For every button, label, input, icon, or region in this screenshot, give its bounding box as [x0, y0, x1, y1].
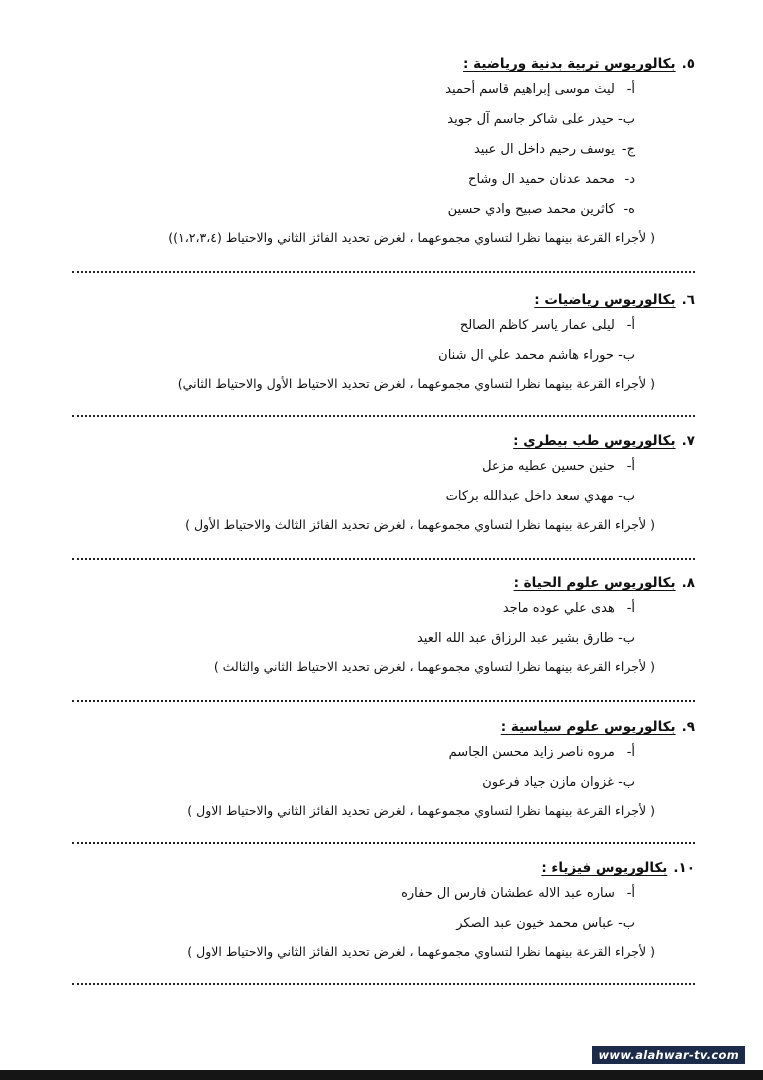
item-name: كاثرين محمد صبيح وادي حسين — [447, 202, 615, 217]
item-letter: ب- — [618, 775, 635, 790]
section-title: بكالوريوس علوم سياسية : — [500, 719, 676, 735]
section-title: بكالوريوس رياضيات : — [534, 292, 676, 308]
item-name: ليلى عمار ياسر كاظم الصالح — [459, 318, 615, 333]
bottom-bar — [0, 1070, 763, 1080]
section-note: ( لأجراء القرعة بينهما نظرا لتساوي مجموعهما ، لغرض تحديد الاحتياط الثاني والثالث ) — [213, 659, 655, 674]
section-heading — [72, 857, 695, 879]
section-physics — [72, 857, 695, 965]
list-item — [72, 909, 695, 939]
item-letter: ب- — [618, 112, 635, 127]
section-number: ٨. — [681, 575, 695, 591]
item-letter: أ- — [626, 459, 635, 474]
item-letter: د- — [624, 172, 635, 187]
section-note: ( لأجراء القرعة بينهما نظرا لتساوي مجموعهما ، لغرض تحديد الفائز الثاني والاحتياط الاول ) — [187, 944, 655, 959]
item-letter: أ- — [626, 318, 635, 333]
item-letter: ب- — [618, 348, 635, 363]
list-item — [72, 624, 695, 654]
item-letter: ب- — [618, 489, 635, 504]
list-item — [72, 105, 695, 135]
list-item — [72, 311, 695, 341]
dotted-divider — [72, 983, 695, 985]
dotted-divider — [72, 558, 695, 560]
item-name: حوراء هاشم محمد علي ال شنان — [438, 348, 614, 363]
dotted-divider — [72, 271, 695, 273]
dotted-divider — [72, 415, 695, 417]
item-name: حنين حسين عطيه مزعل — [482, 459, 615, 474]
item-letter: أ- — [626, 745, 635, 760]
section-heading — [72, 53, 695, 75]
item-letter: أ- — [626, 886, 635, 901]
section-physical-education — [72, 53, 695, 251]
section-title: بكالوريوس علوم الحياة : — [513, 575, 676, 591]
item-name: هدى علي عوده ماجد — [502, 601, 615, 616]
site-watermark: www.alahwar-tv.com — [592, 1046, 745, 1064]
item-name: يوسف رحيم داخل ال عبيد — [473, 142, 615, 157]
section-heading — [72, 289, 695, 311]
section-note: ( لأجراء القرعة بينهما نظرا لتساوي مجموعهما ، لغرض تحديد الاحتياط الأول والاحتياط الثاني) — [177, 376, 655, 391]
dotted-divider — [72, 700, 695, 702]
list-item — [72, 195, 695, 225]
list-item — [72, 482, 695, 512]
item-letter: ب- — [618, 631, 635, 646]
section-number: ١٠. — [673, 860, 695, 876]
section-heading — [72, 430, 695, 452]
list-item — [72, 879, 695, 909]
section-note: ( لأجراء القرعة بينهما نظرا لتساوي مجموعهما ، لغرض تحديد الفائز الثاني والاحتياط (١،٢،٣،٤)) — [168, 230, 655, 245]
list-item — [72, 341, 695, 371]
list-item — [72, 768, 695, 798]
item-letter: ج- — [621, 142, 635, 157]
list-item — [72, 738, 695, 768]
section-number: ٦. — [681, 292, 695, 308]
section-veterinary — [72, 430, 695, 538]
section-number: ٧. — [681, 433, 695, 449]
section-note: ( لأجراء القرعة بينهما نظرا لتساوي مجموعهما ، لغرض تحديد الفائز الثاني والاحتياط الاول ) — [187, 803, 655, 818]
section-number: ٥. — [681, 56, 695, 72]
item-name: عباس محمد خيون عبد الصكر — [456, 916, 614, 931]
list-item — [72, 75, 695, 105]
item-name: مروه ناصر زايد محسن الجاسم — [448, 745, 615, 760]
item-name: غزوان مازن جياد فرعون — [482, 775, 614, 790]
section-heading — [72, 572, 695, 594]
item-letter: أ- — [626, 82, 635, 97]
section-title: بكالوريوس تربية بدنية ورياضية : — [463, 56, 676, 72]
list-item — [72, 452, 695, 482]
item-name: حيدر على شاكر جاسم آل جويد — [447, 112, 614, 127]
section-heading — [72, 716, 695, 738]
section-number: ٩. — [681, 719, 695, 735]
section-title: بكالوريوس طب بيطري : — [513, 433, 676, 449]
item-letter: ه- — [623, 202, 635, 217]
item-letter: أ- — [626, 601, 635, 616]
section-political-science — [72, 716, 695, 824]
item-name: محمد عدنان حميد ال وشاح — [468, 172, 615, 187]
list-item — [72, 165, 695, 195]
section-title: بكالوريوس فيزياء : — [541, 860, 668, 876]
list-item — [72, 135, 695, 165]
dotted-divider — [72, 842, 695, 844]
section-note: ( لأجراء القرعة بينهما نظرا لتساوي مجموعهما ، لغرض تحديد الفائز الثالث والاحتياط الأول ) — [185, 517, 655, 532]
section-mathematics — [72, 289, 695, 397]
item-name: مهدي سعد داخل عبدالله بركات — [445, 489, 614, 504]
section-life-sciences — [72, 572, 695, 680]
item-name: طارق بشير عبد الرزاق عبد الله العيد — [416, 631, 614, 646]
list-item — [72, 594, 695, 624]
item-letter: ب- — [618, 916, 635, 931]
item-name: ساره عبد الاله عطشان فارس ال حفاره — [401, 886, 615, 901]
item-name: ليث موسى إبراهيم قاسم أحميد — [445, 82, 615, 97]
